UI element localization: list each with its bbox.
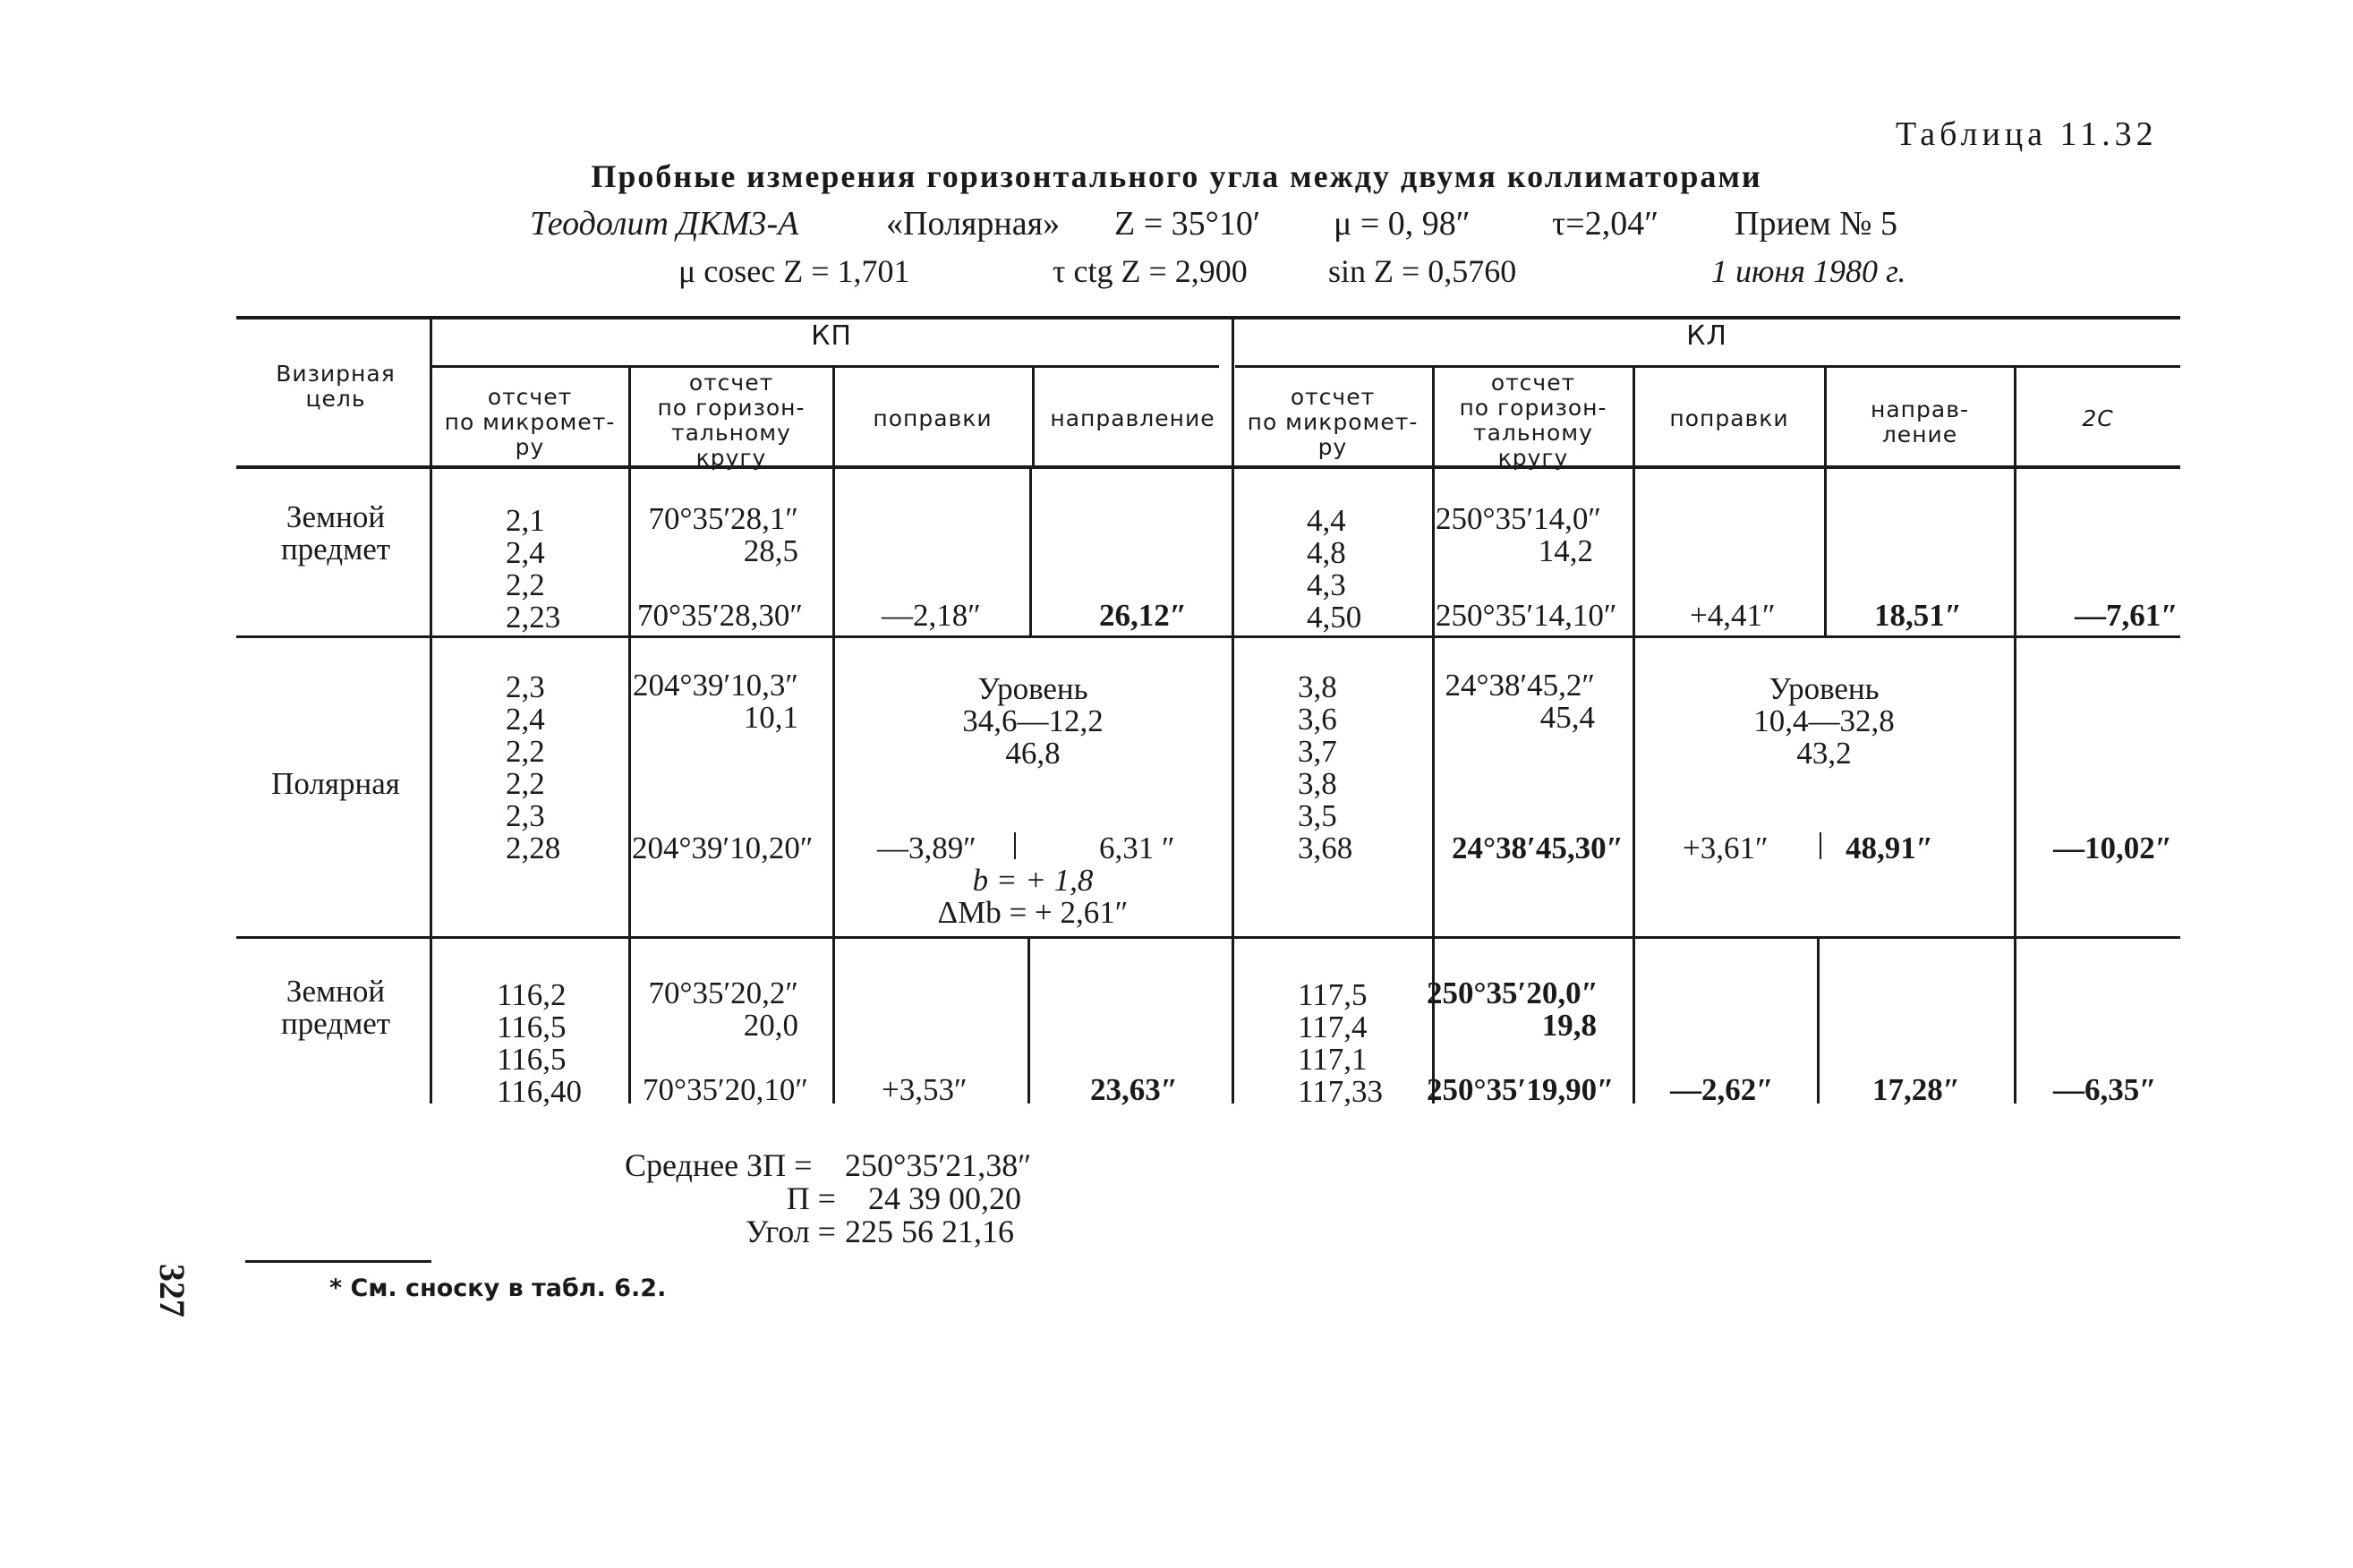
row2-target: Полярная bbox=[271, 766, 400, 801]
row2-bottom-rule bbox=[236, 936, 2180, 939]
row3-kl-corr: —2,62″ bbox=[1670, 1072, 1774, 1107]
row3-kp-dir: 23,63″ bbox=[1090, 1072, 1179, 1107]
footnote: * См. сноску в табл. 6.2. bbox=[329, 1274, 667, 1302]
row2-kp-circle-mean: 204°39′10,20″ bbox=[632, 831, 814, 865]
summary-p-label: П = bbox=[786, 1180, 836, 1216]
header-2c: 2С bbox=[2082, 405, 2114, 431]
row1-kp-circle: 70°35′28,1″ 28,5 bbox=[648, 501, 798, 568]
row1-kl-circle-mean: 250°35′14,10″ bbox=[1436, 598, 1617, 633]
mu-cosec: μ cosec Z = 1,701 bbox=[678, 253, 910, 289]
row2-kp-b: b = + 1,8 bbox=[972, 863, 1094, 898]
col-divider-kp-circle bbox=[832, 367, 835, 1104]
header-kl-circle: отсчет по горизон- тальному кругу bbox=[1459, 370, 1607, 471]
row3-kl-circle: 250°35′20,0″ 19,8 bbox=[1427, 976, 1599, 1043]
row2-kl-circle: 24°38′45,2″ 45,4 bbox=[1445, 668, 1595, 735]
row1-2c: —7,61″ bbox=[2075, 598, 2178, 633]
row3-kp-corr: +3,53″ bbox=[882, 1072, 968, 1107]
header-kp-circle: отсчет по горизон- тальному кругу bbox=[657, 370, 806, 471]
summary-angle-label: Угол = bbox=[746, 1214, 836, 1249]
star-name: «Полярная» bbox=[886, 205, 1061, 243]
col-divider-kl-circle bbox=[1633, 367, 1635, 1104]
row1-kl-circle: 250°35′14,0″ 14,2 bbox=[1436, 501, 1601, 568]
row2-kl-corr: +3,61″ bbox=[1683, 831, 1769, 865]
row2-kp-dir: 6,31 ″ bbox=[1099, 831, 1175, 865]
row3-kp-micro: 116,2 116,5 116,5 116,40 bbox=[497, 977, 582, 1109]
row1-target: Земной предмет bbox=[280, 499, 391, 567]
summary-mean-value: 250°35′21,38″ bbox=[845, 1147, 1032, 1183]
row3-target: Земной предмет bbox=[280, 974, 391, 1041]
tau-value: τ=2,04″ bbox=[1552, 205, 1659, 243]
row3-kl-circle-mean: 250°35′19,90″ bbox=[1427, 1072, 1615, 1107]
row2-kp-micro: 2,3 2,4 2,2 2,2 2,3 2,28 bbox=[506, 669, 561, 865]
tau-ctg: τ ctg Z = 2,900 bbox=[1053, 253, 1248, 289]
table-title: Пробные измерения горизонтального угла между двумя коллиматорами bbox=[591, 158, 1762, 194]
col-divider-kp-corr-r3 bbox=[1027, 939, 1030, 1104]
summary-angle-value: 225 56 21,16 bbox=[845, 1214, 1014, 1249]
page-number-text: 327 bbox=[152, 1264, 192, 1317]
zenith-distance: Z = 35°10′ bbox=[1114, 205, 1261, 243]
col-divider-kp-corr-r1 bbox=[1029, 469, 1032, 635]
row1-kp-dir: 26,12″ bbox=[1099, 598, 1188, 633]
page-number bbox=[152, 1264, 193, 1317]
header-kl-dir: направ- ление bbox=[1871, 396, 1969, 447]
row2-kp-level: Уровень 34,6—12,2 46,8 bbox=[962, 671, 1104, 771]
sin-z: sin Z = 0,5760 bbox=[1328, 253, 1517, 289]
col-divider-kl-corr-r1 bbox=[1824, 469, 1827, 635]
reception-number: Прием № 5 bbox=[1735, 205, 1897, 243]
header-kl-corr: поправки bbox=[1669, 405, 1789, 431]
row2-kp-dmb: ΔMb = + 2,61″ bbox=[937, 895, 1129, 930]
row1-kl-dir: 18,51″ bbox=[1874, 598, 1963, 633]
col-divider-kl-corr-r3 bbox=[1817, 939, 1820, 1104]
row2-kl-micro: 3,8 3,6 3,7 3,8 3,5 3,68 bbox=[1298, 669, 1353, 865]
row1-kp-micro: 2,1 2,4 2,2 2,23 bbox=[506, 503, 561, 635]
header-target: Визирная цель bbox=[276, 361, 396, 412]
row3-2c: —6,35″ bbox=[2053, 1072, 2157, 1107]
kl-split-mark bbox=[1820, 832, 1821, 859]
table-number: Таблица 11.32 bbox=[1896, 115, 2158, 153]
kp-split-mark bbox=[1014, 832, 1016, 859]
header-bottom-rule bbox=[236, 465, 2180, 469]
theodolite-label: Теодолит ДКМ3-А bbox=[530, 205, 799, 243]
row2-kl-circle-mean: 24°38′45,30″ bbox=[1452, 831, 1624, 865]
header-kl-micro: отсчет по микромет- ру bbox=[1247, 384, 1419, 460]
row1-kl-corr: +4,41″ bbox=[1690, 598, 1776, 633]
row2-2c: —10,02″ bbox=[2053, 831, 2173, 865]
row2-kl-dir: 48,91″ bbox=[1846, 831, 1934, 865]
header-kp-micro: отсчет по микромет- ру bbox=[444, 384, 616, 460]
summary-mean-label: Среднее ЗП = bbox=[625, 1147, 813, 1183]
row1-kp-corr: —2,18″ bbox=[882, 598, 981, 633]
header-kl: КЛ bbox=[1686, 320, 1727, 352]
kl-header-rule bbox=[1235, 365, 2180, 368]
row3-kl-micro: 117,5 117,4 117,1 117,33 bbox=[1298, 977, 1383, 1109]
row3-kl-dir: 17,28″ bbox=[1872, 1072, 1961, 1107]
summary-p-value: 24 39 00,20 bbox=[868, 1180, 1021, 1216]
row2-kp-corr: —3,89″ bbox=[877, 831, 976, 865]
row1-bottom-rule bbox=[236, 635, 2180, 638]
col-divider-kl-dir bbox=[2014, 367, 2016, 1104]
col-divider-kp-micro bbox=[628, 367, 631, 1104]
row2-kl-level: Уровень 10,4—32,8 43,2 bbox=[1753, 671, 1895, 771]
header-kp: КП bbox=[811, 320, 852, 352]
mu-value: μ = 0, 98″ bbox=[1334, 205, 1471, 243]
row3-kp-circle-mean: 70°35′20,10″ bbox=[643, 1072, 808, 1107]
row3-kp-circle: 70°35′20,2″ 20,0 bbox=[648, 976, 798, 1043]
header-kp-corr: поправки bbox=[873, 405, 993, 431]
footnote-rule bbox=[245, 1260, 431, 1263]
header-kp-dir: направление bbox=[1050, 405, 1215, 431]
row2-kp-circle: 204°39′10,3″ 10,1 bbox=[633, 668, 798, 735]
measurement-date: 1 июня 1980 г. bbox=[1711, 253, 1906, 289]
row1-kl-micro: 4,4 4,8 4,3 4,50 bbox=[1307, 503, 1362, 635]
table-top-rule bbox=[236, 316, 2180, 320]
kp-header-rule bbox=[431, 365, 1219, 368]
row1-kp-circle-mean: 70°35′28,30″ bbox=[637, 598, 803, 633]
